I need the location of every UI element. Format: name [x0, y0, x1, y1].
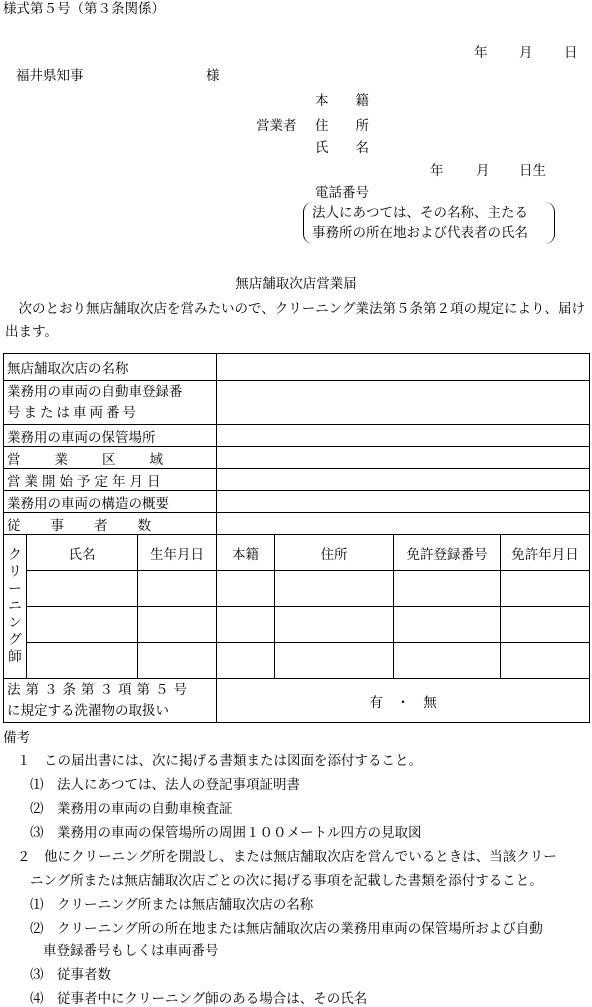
cleaner-header-license-no: 免許登録番号	[394, 535, 501, 571]
applicant-address-label: 住 所	[315, 118, 369, 134]
cleaner-name-cell[interactable]	[27, 607, 138, 643]
handling-label-line1: 法第３条第３項第５号	[7, 681, 192, 698]
vehicle-registration-line1: 業務用の車両の自動車登録番	[7, 383, 183, 400]
note-item-1: １ この届出書には、次に掲げる書類または図面を添付すること。	[17, 753, 422, 769]
form-number: 様式第５号（第３条関係）	[3, 1, 165, 17]
corporation-note-line2: 事務所の所在地および代表者の氏名	[312, 225, 528, 241]
birth-month: 月	[476, 163, 490, 179]
employees-input[interactable]	[217, 513, 590, 535]
phone-label: 電話番号	[315, 185, 369, 201]
addressee-honorific: 様	[206, 68, 220, 84]
note-item-2-line2: ニング所または無店舗取次店ごとの次に掲げる事項を記載した書類を添付すること。	[30, 873, 543, 889]
cleaner-label-char: ン	[8, 615, 22, 631]
business-area-label: 営業区域	[4, 447, 217, 469]
cleaner-label-char: ニ	[8, 598, 22, 614]
cleaner-name-cell[interactable]	[27, 643, 138, 679]
applicant-name-label: 氏 名	[315, 140, 369, 156]
cleaner-address-cell[interactable]	[275, 643, 394, 679]
cleaner-header-name: 氏名	[27, 535, 138, 571]
cleaner-domicile-cell[interactable]	[217, 607, 275, 643]
cleaner-domicile-cell[interactable]	[217, 643, 275, 679]
vehicle-registration-label	[4, 381, 217, 425]
business-area-input[interactable]	[217, 447, 590, 469]
cleaner-header-birthdate: 生年月日	[138, 535, 217, 571]
handling-label	[4, 679, 217, 723]
note-item-2-line1: ２ 他にクリーニング所を開設し、または無店舗取次店を営んでいるときは、当該クリー	[17, 849, 557, 865]
start-date-input[interactable]	[217, 469, 590, 491]
cleaner-address-cell[interactable]	[275, 571, 394, 607]
employees-label: 従事者数	[4, 513, 217, 535]
cleaner-name-cell[interactable]	[27, 571, 138, 607]
cleaner-license-no-cell[interactable]	[394, 571, 501, 607]
cleaner-header-license-date: 免許年月日	[501, 535, 590, 571]
notes-heading: 備考	[3, 730, 30, 746]
applicant-domicile-label: 本 籍	[315, 93, 369, 109]
note-item-2-4: ⑷ 従事者中にクリーニング師のある場合は、その氏名	[30, 991, 368, 1007]
document-title: 無店舗取次店営業届	[235, 276, 357, 292]
cleaner-birthdate-cell[interactable]	[138, 571, 217, 607]
intro-text: 次のとおり無店舗取次店を営みたいので、クリーニング業法第５条第２項の規定により、届け出ます。	[5, 301, 585, 340]
cleaner-header-address: 住所	[275, 535, 394, 571]
cleaner-license-no-cell[interactable]	[394, 643, 501, 679]
date-day: 日	[564, 45, 578, 61]
cleaner-domicile-cell[interactable]	[217, 571, 275, 607]
store-name-input[interactable]	[217, 354, 590, 381]
handling-value[interactable]: 有 ・ 無	[217, 679, 590, 723]
cleaner-label	[4, 535, 27, 679]
addressee: 福井県知事	[16, 68, 84, 84]
birth-day: 日生	[519, 163, 546, 179]
cleaner-birthdate-cell[interactable]	[138, 607, 217, 643]
cleaner-label-char: 師	[8, 649, 22, 665]
cleaner-label-char: リ	[8, 564, 22, 580]
store-name-value-label: 無店舗取次店の名称	[7, 361, 129, 377]
cleaner-license-date-cell[interactable]	[501, 607, 590, 643]
note-item-2-2-line2: 車登録番号もしくは車両番号	[43, 943, 219, 959]
date-month: 月	[519, 45, 533, 61]
cleaner-address-cell[interactable]	[275, 607, 394, 643]
note-item-1-1: ⑴ 法人にあつては、法人の登記事項証明書	[30, 777, 300, 793]
vehicle-registration-line2: 号または車両番号	[7, 404, 139, 421]
cleaner-license-no-cell[interactable]	[394, 607, 501, 643]
note-item-1-3: ⑶ 業務用の車両の保管場所の周囲１００メートル四方の見取図	[30, 825, 422, 841]
date-year: 年	[474, 45, 488, 61]
note-item-2-1: ⑴ クリーニング所または無店舗取次店の名称	[30, 897, 314, 913]
corporation-note-line1: 法人にあつては、その名称、主たる	[312, 205, 528, 221]
cleaner-label-char: ク	[8, 547, 22, 563]
birth-year: 年	[430, 163, 444, 179]
vehicle-structure-label: 業務用の車両の構造の概要	[4, 491, 217, 513]
storage-place-label: 業務用の車両の保管場所	[4, 425, 217, 447]
cleaner-birthdate-cell[interactable]	[138, 643, 217, 679]
vehicle-structure-input[interactable]	[217, 491, 590, 513]
applicant-role-label: 営業者	[256, 118, 297, 134]
cleaner-license-date-cell[interactable]	[501, 643, 590, 679]
store-name-text	[7, 357, 216, 377]
vehicle-registration-input[interactable]	[217, 381, 590, 425]
storage-place-input[interactable]	[217, 425, 590, 447]
handling-label-line2: に規定する洗濯物の取扱い	[7, 702, 169, 719]
cleaner-license-date-cell[interactable]	[501, 571, 590, 607]
cleaner-label-char: グ	[8, 632, 22, 648]
note-item-2-2-line1: ⑵ クリーニング所の所在地または無店舗取次店の業務用車両の保管場所および自動	[30, 921, 543, 937]
store-name-label	[4, 354, 217, 381]
note-item-1-2: ⑵ 業務用の車両の自動車検査証	[30, 801, 233, 817]
cleaner-label-char: ー	[8, 581, 22, 597]
application-table	[3, 353, 590, 723]
note-item-2-3: ⑶ 従事者数	[30, 967, 111, 983]
start-date-label: 営業開始予定年月日	[4, 469, 217, 491]
cleaner-header-domicile: 本籍	[217, 535, 275, 571]
